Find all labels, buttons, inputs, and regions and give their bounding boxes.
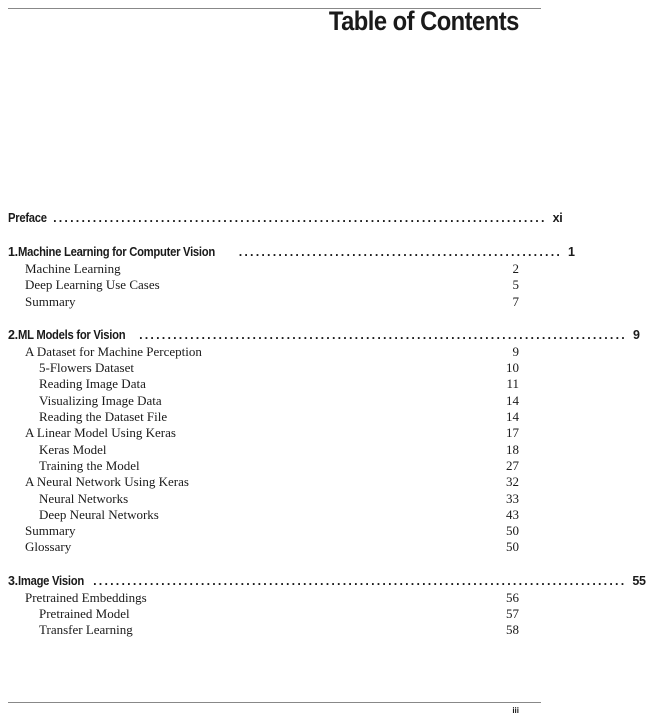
section-page: 14	[506, 409, 519, 425]
section-label: A Dataset for Machine Perception	[25, 343, 202, 359]
section-page: 7	[512, 293, 519, 309]
chapter-title: ML Models for Vision	[17, 327, 126, 342]
section-label: Transfer Learning	[39, 622, 133, 638]
section-page: 56	[506, 589, 519, 605]
section-page: 33	[506, 490, 519, 506]
toc-entry-page: xi	[552, 211, 563, 225]
section-page: 9	[512, 343, 519, 359]
chapter-number: 2.	[8, 327, 18, 342]
section-page: 57	[506, 606, 519, 622]
section-label: Summary	[25, 523, 76, 539]
section-page: 50	[506, 523, 519, 539]
toc-chapter-3[interactable]	[8, 573, 646, 590]
toc-entry-label: Preface	[8, 211, 47, 225]
page-title: Table of Contents	[329, 6, 519, 36]
toc-section[interactable]	[8, 425, 519, 441]
dot-leader: .........................................................	[238, 245, 563, 259]
toc-section[interactable]	[8, 261, 519, 277]
chapter-title: Machine Learning for Computer Vision	[17, 245, 215, 259]
section-label: Reading the Dataset File	[39, 409, 168, 425]
section-label: Machine Learning	[25, 261, 121, 276]
section-label: Pretrained Embeddings	[25, 589, 147, 605]
dot-leader: ......................................................................................	[139, 327, 627, 342]
toc-subsection[interactable]	[8, 393, 519, 409]
toc-chapter-1[interactable]	[8, 244, 575, 261]
toc-subsection[interactable]	[8, 622, 519, 638]
toc-subsection[interactable]	[8, 360, 519, 376]
toc-section[interactable]	[8, 344, 519, 360]
section-label: Reading Image Data	[39, 376, 146, 392]
section-label: Visualizing Image Data	[39, 392, 162, 408]
toc-subsection[interactable]	[8, 442, 519, 458]
toc-subsection[interactable]	[8, 376, 519, 392]
section-label: Glossary	[25, 539, 72, 555]
section-page: 27	[506, 457, 519, 473]
section-page: 50	[506, 539, 519, 555]
section-page: 18	[506, 441, 519, 457]
toc-list	[8, 210, 646, 639]
section-label: Summary	[25, 293, 76, 309]
section-label: Deep Neural Networks	[39, 506, 159, 522]
toc-subsection[interactable]	[8, 606, 519, 622]
chapter-page: 1	[568, 245, 575, 259]
section-label: 5-Flowers Dataset	[39, 360, 134, 376]
page-folio: iii	[512, 706, 519, 715]
section-label: A Neural Network Using Keras	[25, 474, 189, 490]
section-page: 17	[506, 425, 519, 441]
toc-chapter-2[interactable]	[8, 327, 640, 344]
toc-subsection[interactable]	[8, 409, 519, 425]
toc-section[interactable]	[8, 474, 519, 490]
chapter-page: 55	[632, 573, 646, 588]
chapter-number: 1.	[8, 245, 18, 259]
toc-section[interactable]	[8, 539, 519, 555]
section-label: Deep Learning Use Cases	[25, 277, 160, 293]
toc-section[interactable]	[8, 523, 519, 539]
toc-section[interactable]	[8, 590, 519, 606]
toc-section[interactable]	[8, 277, 519, 293]
section-page: 5	[512, 277, 519, 293]
toc-entry-preface[interactable]	[8, 210, 563, 227]
section-label: Training the Model	[39, 457, 140, 473]
dot-leader: ..............................................................................................	[93, 573, 627, 588]
toc-subsection[interactable]	[8, 491, 519, 507]
bottom-rule	[8, 702, 541, 703]
section-label: A Linear Model Using Keras	[25, 425, 176, 441]
section-label: Pretrained Model	[39, 606, 130, 622]
section-label: Keras Model	[39, 441, 107, 457]
dot-leader: .......................................................................................	[53, 211, 547, 225]
chapter-title: Image Vision	[17, 573, 84, 588]
section-page: 2	[512, 261, 519, 276]
section-page: 10	[506, 360, 519, 376]
section-label: Neural Networks	[39, 490, 129, 506]
section-page: 11	[506, 376, 519, 392]
section-page: 14	[506, 392, 519, 408]
chapter-number: 3.	[8, 573, 18, 588]
section-page: 58	[506, 622, 519, 638]
toc-section[interactable]	[8, 294, 519, 310]
toc-subsection[interactable]	[8, 507, 519, 523]
section-page: 43	[506, 506, 519, 522]
chapter-page: 9	[632, 327, 640, 342]
section-page: 32	[506, 474, 519, 490]
toc-subsection[interactable]	[8, 458, 519, 474]
